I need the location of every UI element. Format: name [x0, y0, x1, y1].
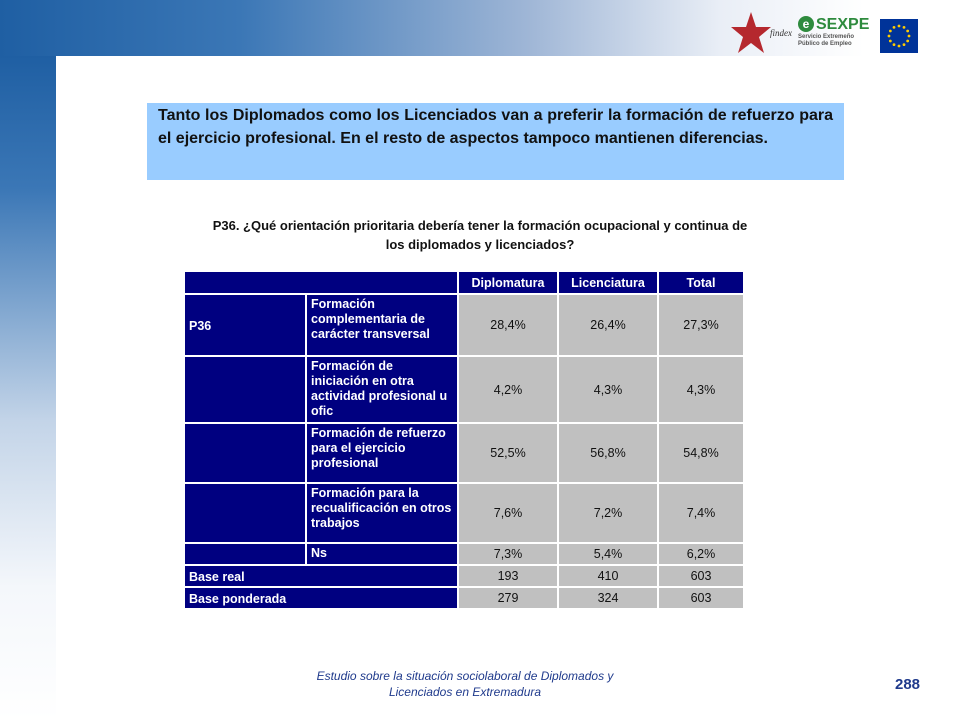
table-row: [184, 423, 744, 483]
cell-value: 4,3%: [658, 356, 744, 423]
table-row: [184, 356, 744, 423]
cell-value: 7,6%: [458, 483, 558, 543]
footer-line-2: Licenciados en Extremadura: [388, 685, 542, 699]
group-empty-cell: [184, 543, 306, 565]
eu-star-icon: [888, 35, 891, 38]
row-label: Ns: [306, 543, 458, 565]
col-header-total: Total: [658, 271, 744, 294]
cell-value: 7,4%: [658, 483, 744, 543]
sexpe-subtitle-2: Público de Empleo: [798, 41, 852, 47]
footer-caption: [240, 668, 690, 700]
question-title: [140, 216, 820, 254]
group-label: P36: [184, 294, 306, 356]
base-ponderada-label: Base ponderada: [184, 587, 458, 609]
footer-line-1: Estudio sobre la situación sociolaboral de Diplomados y: [316, 669, 614, 683]
summary-box: Tanto los Diplomados como los Licenciados van a preferir la formación de refuerzo para el ejercicio profesional. En el resto de aspectos tampoco mantienen diferencias.: [147, 103, 844, 180]
cell-value: 52,5%: [458, 423, 558, 483]
left-band: [0, 56, 56, 720]
row-label: Formación de iniciación en otra actividad profesional u ofic: [306, 356, 458, 423]
table-row: [184, 483, 744, 543]
col-header-licenciatura: Licenciatura: [558, 271, 658, 294]
cell-value: 603: [658, 565, 744, 587]
logo-area: [730, 10, 930, 60]
cell-value: 279: [458, 587, 558, 609]
group-empty-cell: [184, 423, 306, 483]
eu-star-icon: [889, 30, 892, 33]
cell-value: 28,4%: [458, 294, 558, 356]
table-row: [184, 294, 744, 356]
cell-value: 4,2%: [458, 356, 558, 423]
cell-value: 324: [558, 587, 658, 609]
eu-star-icon: [898, 25, 901, 28]
eu-star-icon: [893, 26, 896, 29]
sexpe-name: SEXPE: [816, 16, 870, 33]
cell-value: 410: [558, 565, 658, 587]
eu-star-icon: [903, 43, 906, 46]
col-header-diplomatura: Diplomatura: [458, 271, 558, 294]
cell-value: 54,8%: [658, 423, 744, 483]
cell-value: 27,3%: [658, 294, 744, 356]
cell-value: 6,2%: [658, 543, 744, 565]
findex-logo-text: findex: [770, 28, 792, 38]
question-line-1: P36. ¿Qué orientación prioritaria debería tener la formación ocupacional y continua de: [212, 218, 748, 233]
header-empty-cell: [184, 271, 458, 294]
sexpe-logo: [798, 16, 876, 56]
cell-value: 56,8%: [558, 423, 658, 483]
eu-star-icon: [903, 26, 906, 29]
cell-value: 7,2%: [558, 483, 658, 543]
eu-star-icon: [906, 30, 909, 33]
cell-value: 603: [658, 587, 744, 609]
base-real-row: [184, 565, 744, 587]
cell-value: 7,3%: [458, 543, 558, 565]
eu-star-icon: [898, 45, 901, 48]
row-label: Formación complementaria de carácter transversal: [306, 294, 458, 356]
results-table: [183, 270, 745, 610]
eu-star-icon: [908, 35, 911, 38]
cell-value: 4,3%: [558, 356, 658, 423]
eu-star-icon: [893, 43, 896, 46]
question-line-2: los diplomados y licenciados?: [385, 237, 575, 252]
cell-value: 26,4%: [558, 294, 658, 356]
table-row: [184, 543, 744, 565]
cell-value: 193: [458, 565, 558, 587]
eu-flag-icon: [880, 19, 918, 53]
page-number: 288: [895, 676, 921, 693]
findex-star-icon: [730, 10, 772, 56]
eu-star-icon: [889, 40, 892, 43]
sexpe-e-icon: e: [798, 16, 814, 32]
table-header-row: [184, 271, 744, 294]
group-empty-cell: [184, 483, 306, 543]
eu-star-icon: [906, 40, 909, 43]
row-label: Formación para la recualificación en otros trabajos: [306, 483, 458, 543]
row-label: Formación de refuerzo para el ejercicio profesional: [306, 423, 458, 483]
base-ponderada-row: [184, 587, 744, 609]
base-real-label: Base real: [184, 565, 458, 587]
sexpe-subtitle-1: Servicio Extremeño: [798, 34, 855, 40]
cell-value: 5,4%: [558, 543, 658, 565]
group-empty-cell: [184, 356, 306, 423]
